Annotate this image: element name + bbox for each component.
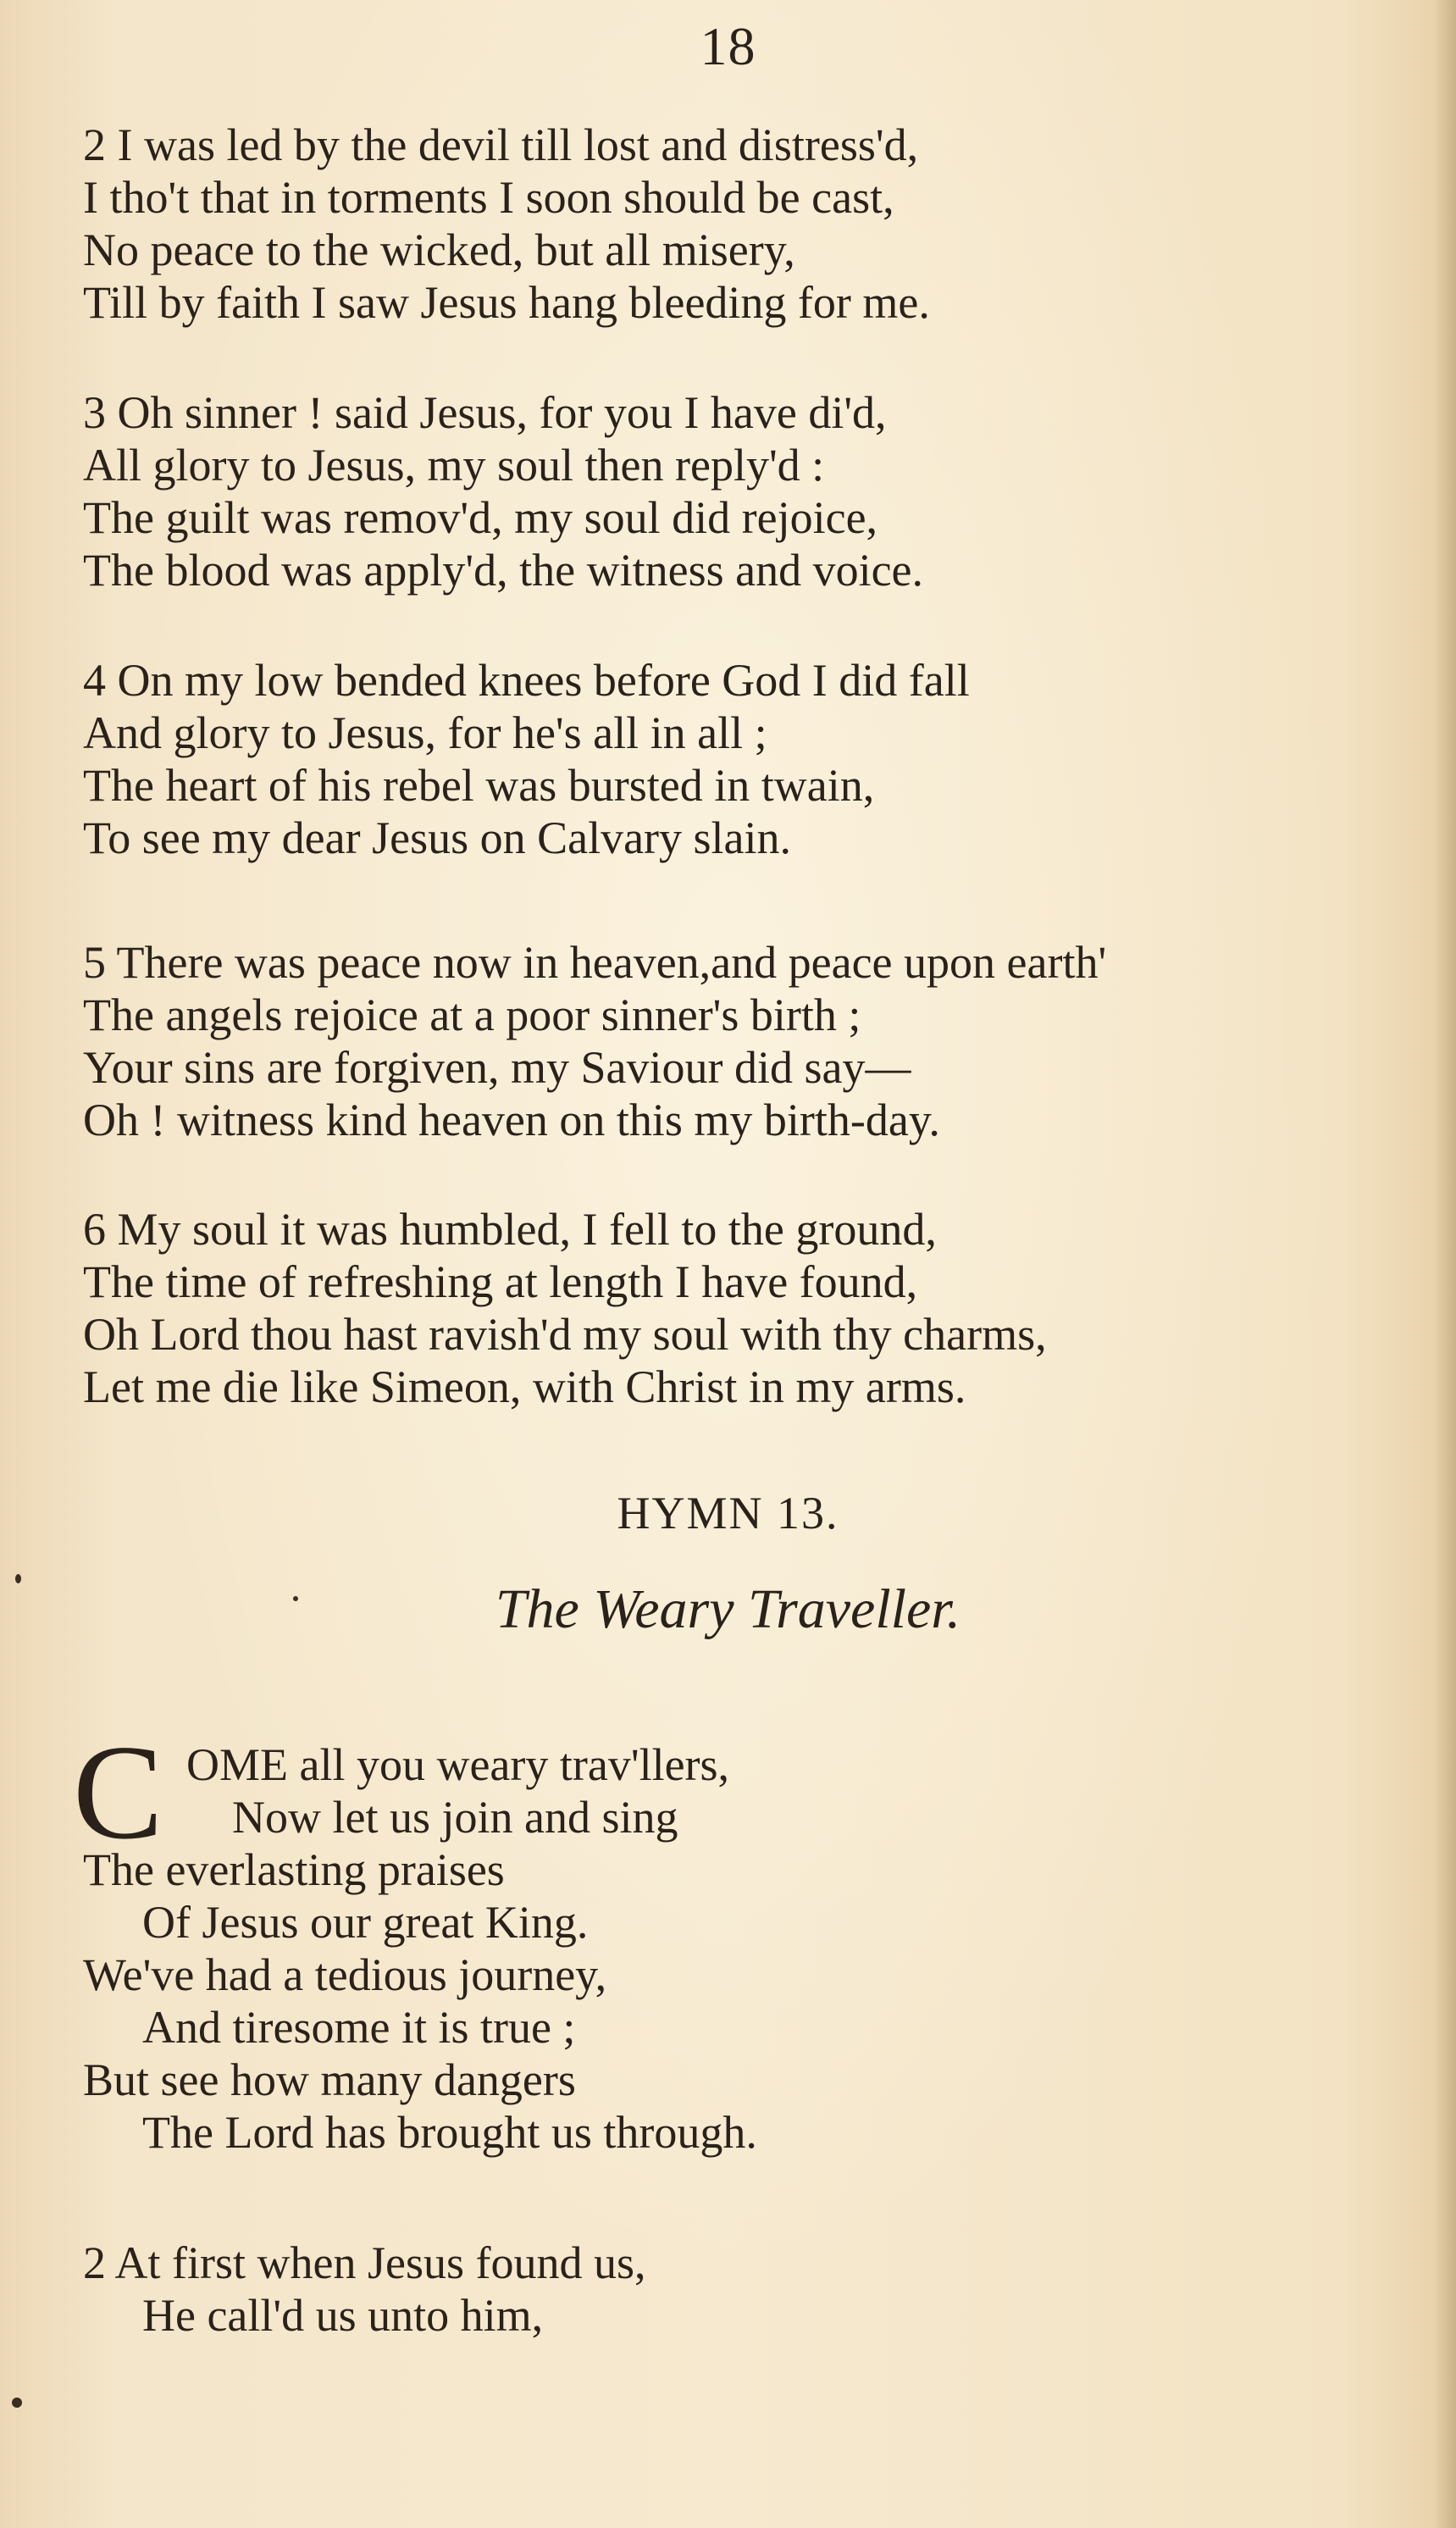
verse-line: 4 On my low bended knees before God I did fall xyxy=(83,655,970,706)
verse-line: 3 Oh sinner ! said Jesus, for you I have di'd, xyxy=(83,387,887,438)
verse-line: But see how many dangers xyxy=(83,2054,576,2105)
verse-line: We've had a tedious journey, xyxy=(83,1949,607,2000)
verse-line: Your sins are forgiven, my Saviour did say— xyxy=(83,1042,911,1093)
verse-line: The time of refreshing at length I have found, xyxy=(83,1256,918,1307)
stanza-3 xyxy=(83,386,1404,596)
page-number: 18 xyxy=(700,16,756,76)
verse-line: 6 My soul it was humbled, I fell to the ground, xyxy=(83,1204,937,1255)
ink-speck xyxy=(293,1596,298,1601)
stanza-6 xyxy=(83,1203,1404,1413)
verse-line: And tiresome it is true ; xyxy=(142,2002,576,2053)
verse-line: No peace to the wicked, but all misery, xyxy=(83,225,795,275)
hymn-subtitle: The Weary Traveller. xyxy=(495,1578,961,1640)
verse-line: The Lord has brought us through. xyxy=(142,2107,757,2158)
page-edge-shadow xyxy=(1434,0,1456,2528)
verse-line: The angels rejoice at a poor sinner's birth ; xyxy=(83,990,861,1040)
verse-line: Oh Lord thou hast ravish'd my soul with thy charms, xyxy=(83,1309,1047,1360)
stanza-4 xyxy=(83,654,1404,864)
verse-line: All glory to Jesus, my soul then reply'd : xyxy=(83,440,825,491)
stanza-5 xyxy=(83,936,1404,1146)
verse-line: To see my dear Jesus on Calvary slain. xyxy=(83,812,792,863)
stanza-2 xyxy=(83,119,1404,329)
verse-line: The everlasting praises xyxy=(83,1844,505,1895)
verse-line: The heart of his rebel was bursted in twain, xyxy=(83,760,875,811)
ink-speck xyxy=(12,2398,22,2408)
drop-cap-letter: C xyxy=(73,1716,163,1867)
verse-line: Now let us join and sing xyxy=(232,1792,678,1843)
verse-line: I tho't that in torments I soon should be cast, xyxy=(83,172,894,223)
verse-line: Of Jesus our great King. xyxy=(142,1897,589,1948)
verse-line: OME all you weary trav'llers, xyxy=(186,1739,730,1790)
hymn-stanza-2 xyxy=(83,2237,1404,2342)
verse-line: Oh ! witness kind heaven on this my birth-day. xyxy=(83,1095,940,1145)
verse-line: 2 At first when Jesus found us, xyxy=(83,2237,646,2288)
verse-line: The guilt was remov'd, my soul did rejoice, xyxy=(83,492,878,543)
hymn-stanza-1 xyxy=(83,1738,1404,2159)
ink-speck xyxy=(15,1574,21,1583)
verse-line: 2 I was led by the devil till lost and distress'd, xyxy=(83,119,919,170)
verse-line: And glory to Jesus, for he's all in all ; xyxy=(83,707,767,758)
verse-line: Till by faith I saw Jesus hang bleeding for me. xyxy=(83,277,930,328)
verse-line: 5 There was peace now in heaven,and peace upon earth' xyxy=(83,937,1107,988)
verse-line: He call'd us unto him, xyxy=(142,2290,544,2341)
hymn-title: HYMN 13. xyxy=(617,1488,839,1538)
verse-line: Let me die like Simeon, with Christ in my arms. xyxy=(83,1361,966,1412)
verse-line: The blood was apply'd, the witness and voice. xyxy=(83,545,924,596)
